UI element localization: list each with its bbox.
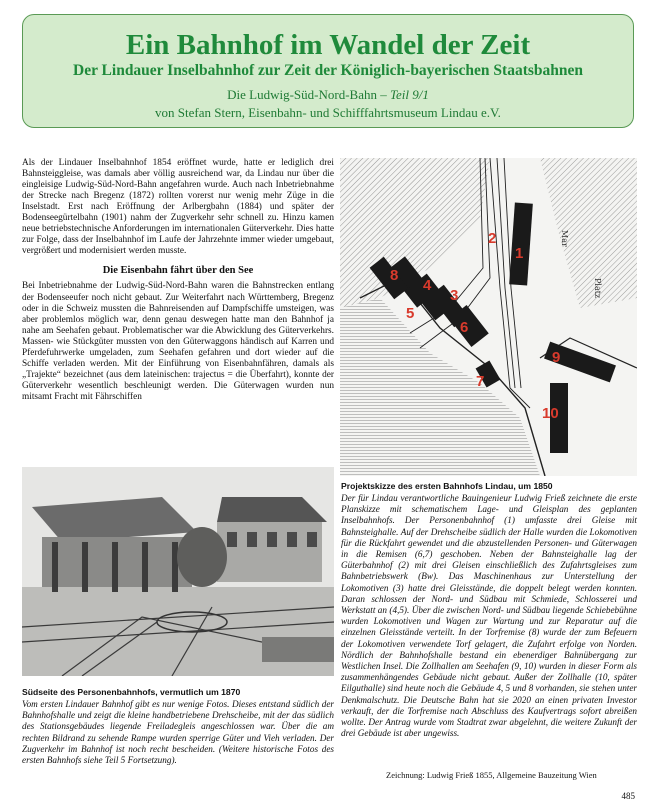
page-title: Ein Bahnhof im Wandel der Zeit bbox=[125, 29, 531, 61]
plan-number-4: 4 bbox=[423, 277, 432, 294]
series-prefix: Die Ludwig-Süd-Nord-Bahn – bbox=[227, 87, 387, 102]
plan-number-1: 1 bbox=[515, 245, 524, 262]
map-credit: Zeichnung: Ludwig Frieß 1855, Allgemeine Bauzeitung Wien bbox=[386, 770, 597, 780]
map-caption-text: Der für Lindau verantwortliche Bauingenieur Ludwig Frieß zeichnete die erste Planskizze mit schematischem Lage- und Gleisplan des geplanten Inselbahnhofs. Der Personenbahnhof (1) umfasste drei Gleise mit Bahnsteighalle. Auf der Drehscheibe südlich der Halle wurden die Lokomotiven für die Rückfahrt gewendet und die abzustellenden Personen- und Güterwagen in die Remisen (6,7) geschoben. Neben der Bahnsteighalle lag der Güterbahnhof (2) mit drei Gleisen einschließlich des Zufahrtsgleises zum Bahnbetriebswerk (Bw). Das Maschinenhaus zur Unterstellung der Lokomotiven (3) hatte drei Gleisstände, die doppelt belegt werden konnten. Daran schlossen der Nord- und Südbau mit Schmiede, Schlosserei und Werkstatt an (4,5). Über die zwischen Nord- und Südbau liegende Schiebebühne wurden Lokomotiven und Wagen zur Wartung und zur Reparatur auf die einzelnen Gleisstände verteilt. In der Torfremise (8) wurde der zum Befeuern der Lokomotiven verwendete Torf gelagert, die Zufahrt erfolge von Norden. Nördlich der Bahnhofshalle bestand ein ebenerdiger Bahnübergang zur Westlichen Insel. Die Zollhallen am Seehafen (9, 10) wurden in dieser Form als zusammenhängendes Gebäude nicht gebaut. Außer der Zollhalle (10, später Eilguthalle) sind heute noch die Gebäude 4, 5 und 8 vorhanden, sie stehen unter Denkmalschutz. Die Deutsche Bahn hat sie 2020 an einen privaten Investor verkauft, der die Torfremise nach Abschluss des Kaufvertrags sofort abreißen wollte. Der Antrag wurde vom Stadtrat zwar abgelehnt, die weitere Zukunft der drei Gebäude ist aber ungewiss. bbox=[341, 493, 637, 739]
plan-number-5: 5 bbox=[406, 305, 415, 322]
station-photo bbox=[22, 467, 334, 676]
article-column bbox=[22, 158, 334, 403]
page-number: 485 bbox=[621, 791, 635, 801]
page-subtitle: Der Lindauer Inselbahnhof zur Zeit der Königlich-bayerischen Staatsbahnen bbox=[73, 62, 583, 79]
plan-number-10: 10 bbox=[542, 405, 559, 422]
series-part: Teil 9/1 bbox=[389, 87, 429, 102]
street-label: Mar bbox=[560, 230, 569, 247]
map-caption bbox=[341, 481, 637, 739]
plan-number-6: 6 bbox=[460, 319, 469, 336]
station-plan-drawing bbox=[340, 158, 637, 476]
station-plan-map bbox=[340, 158, 637, 476]
section-heading: Die Eisenbahn fährt über den See bbox=[102, 265, 254, 277]
plan-number-7: 7 bbox=[476, 373, 485, 390]
photo-caption-title: Südseite des Personenbahnhofs, vermutlich um 1870 bbox=[22, 687, 241, 697]
street-label: Platz bbox=[593, 278, 602, 299]
series-line bbox=[23, 86, 633, 104]
station-photo-drawing bbox=[22, 467, 334, 676]
photo-caption bbox=[22, 687, 334, 766]
plan-number-9: 9 bbox=[552, 349, 561, 366]
plan-number-3: 3 bbox=[450, 287, 459, 304]
article-section-body: Bei Inbetriebnahme der Ludwig-Süd-Nord-Bahn waren die Bahnstrecken entlang der Bodenseeufer noch nicht gebaut. Zur Weiterfahrt nach Württemberg, Bregenz oder in die Schweiz mussten die Bahnreisenden auf Dampfschiffe umsteigen, was aber problemlos möglich war, denn genau deswegen hatte man den Bahnhof ja nahe am Seehafen gebaut. Problematischer war die Abwicklung des Güterverkehrs. Massen- wie Stückgüter mussten von den Güterwaggons händisch auf Karren und Pferdefuhrwerke umgeladen, zum Seehafen gefahren und dort wieder auf die Schiffe verladen werden. Mit der Einführung von Eisenbahnfähren, damals als „Trajekte“ bezeichnet (aus dem lateinischen: trajectus = die Überfahrt), konnte der Güterverkehr wesentlich beschleunigt werden. Die Güterwagen wurden nun mitsamt Fracht mit Fährschiffen bbox=[22, 281, 334, 402]
map-caption-title: Projektskizze des ersten Bahnhofs Lindau, um 1850 bbox=[341, 481, 553, 491]
plan-number-2: 2 bbox=[488, 230, 497, 247]
header-box bbox=[22, 14, 634, 128]
article-intro: Als der Lindauer Inselbahnhof 1854 eröffnet wurde, hatte er lediglich drei Bahnsteiggleise, was damals aber völlig ausreichend war, da Lindau nur über die eingleisige Ludwig-Süd-Nord-Bahn angefahren wurde. Auch nach Inbetriebnahme der Strecke nach Bregenz (1872) rollten vorerst nur wenig mehr Züge in die Inselstadt. Erst nach Eröffnung der Arlbergbahn (1884) und später der Bodenseegürtelbahn (1901) nahm der Zugverkehr sehr schnell zu. Hinzu kamen neue betriebstechnische Anforderungen im internationalen Güterverkehr. Dies hatte zur Folge, dass der Inselbahnhof im Laufe der Jahrzehnte immer wieder umgebaut, vergrößert und modernisiert werden musste. bbox=[22, 158, 334, 257]
author-line: von Stefan Stern, Eisenbahn- und Schifffahrtsmuseum Lindau e.V. bbox=[155, 105, 501, 120]
plan-number-8: 8 bbox=[390, 267, 399, 284]
photo-caption-text: Vom ersten Lindauer Bahnhof gibt es nur wenige Fotos. Dieses entstand südlich der Bahnhofshalle und zeigt die kleine handbetriebene Drehscheibe, mit der das südlich des Stationsgebäudes liegende Freiladegleis angeschlossen war. Über die am rechten Bildrand zu sehende Rampe wurden sperrige Güter und Vieh verladen. Der Zugverkehr im Bahnhof ist noch recht bescheiden. (Weitere historische Fotos des ersten Bahnhofs siehe Teil 5 Fortsetzung). bbox=[22, 699, 334, 766]
